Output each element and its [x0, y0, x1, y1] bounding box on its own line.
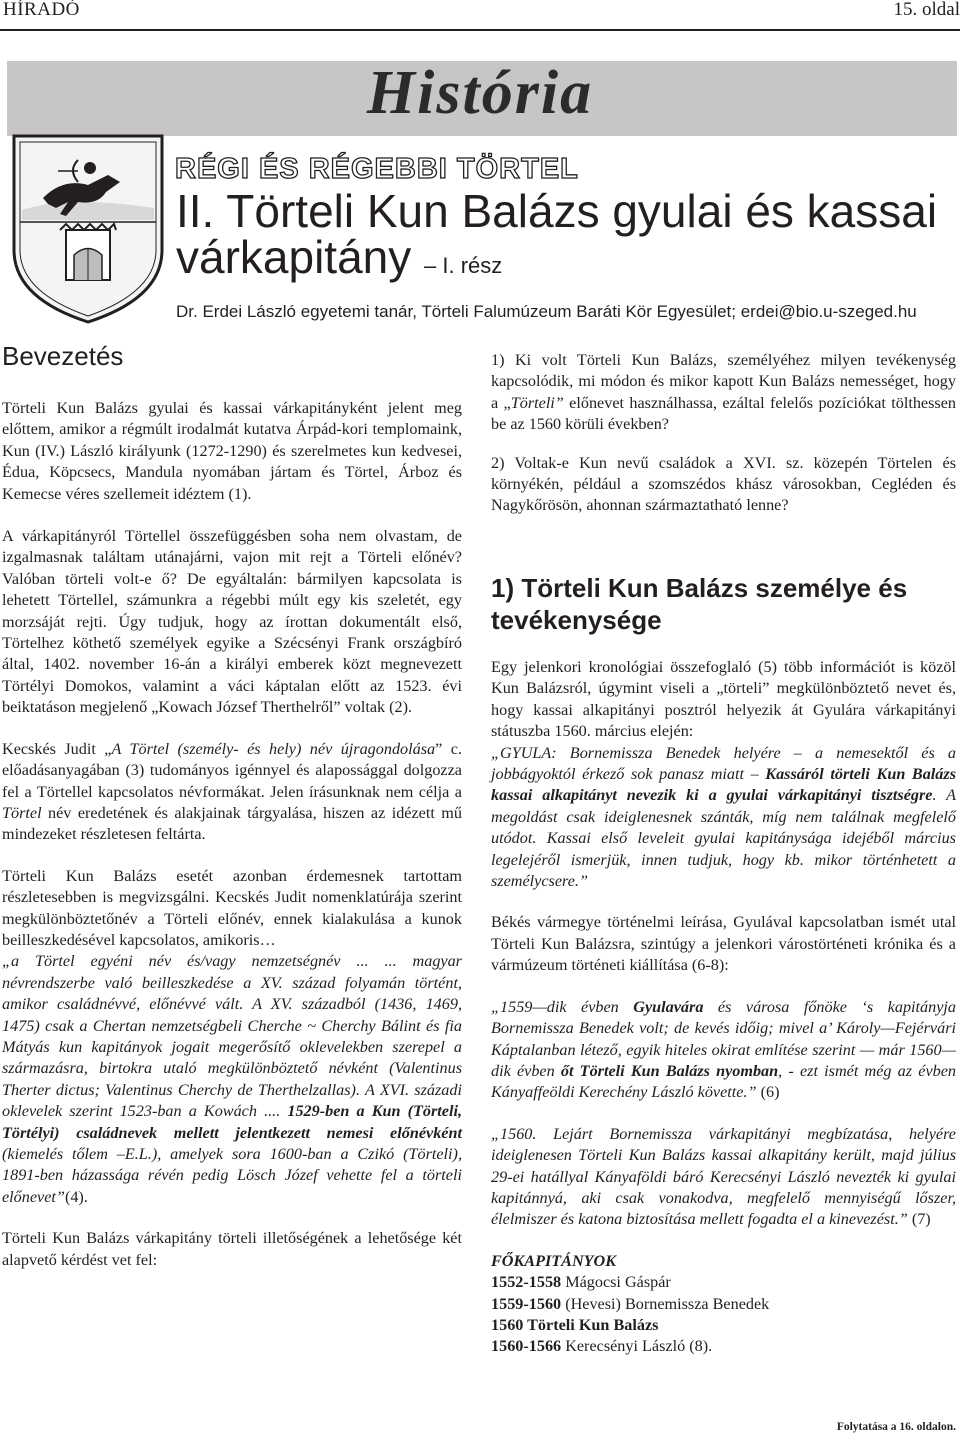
- text-run-italic: , - ezt ismét még az évben Kányaffeöldi Kerechény László követte.”: [491, 1061, 956, 1102]
- page-number: 15. oldal: [893, 0, 960, 20]
- text-run: Kecskés Judit „: [2, 739, 112, 758]
- intro-paragraph-1: Törteli Kun Balázs gyulai és kassai várkapitányként jelent meg előttem, amikor a régmúlt irodalmát kutatva Árpád-kori templomaink, Kun (IV.) László királyunk (1272-1290) és szerelmetes kun kedvesei, Édua, Köpcsecs, Mandula nyomában jártam és Törtel, Árboz és Kemecse véres szellemeit idéztem (1).: [2, 399, 462, 503]
- commander-name: Mágocsi Gáspár: [561, 1273, 671, 1292]
- text-run-bold-italic: Kassáról törteli Kun Balázs kassai alkapitányt nevezik ki a gyulai várkapitányi tisztségre: [491, 765, 956, 805]
- coat-of-arms-icon: [8, 130, 168, 326]
- article-title-part: – I. rész: [424, 253, 503, 278]
- text-run-italic: „GYULA: Bornemissza Benedek helyére – a nemesektől és a jobbágyoktól érkező sok panasz miatt –: [491, 743, 956, 784]
- commander-row: [491, 1336, 956, 1357]
- person-quote-1: [491, 743, 956, 893]
- publication-name: HÍRADÓ: [3, 0, 80, 20]
- text-run: 1) Ki volt Törteli Kun Balázs, személyéhez milyen tevékenység kapcsolódik, mi módon és mikor kapott Kun Balázs nemességet, hogy a „: [491, 351, 956, 412]
- intro-paragraph-2: A várkapitányról Törtellel összefüggésben soha nem olvastam, de izgalmasnak találtam utánajárni, vajon mit rejt a Törteli előnév? Valóban törteli volt-e ő? De egyáltalán: bármilyen kapcsolata is lehetett Törtellel, számunkra a régebbi múlt egy kis szeletét, egy morzsáját rejti. Úgy tudjuk, hogy az írottan dokumentált első, Törtelhez köthető személyek egyike a Szécsényi Frank országbíró által, 1402. november 16-án a királyi emberek közt megnevezett Törtélyi Domokos, valamint a váci káptalan előtt az 1523. évi beiktatáson megjelenő „Kowach József Therthelről” voltak (2).: [2, 527, 462, 717]
- section-heading-intro: Bevezetés: [2, 341, 124, 371]
- text-run-bold-italic: őt Törteli Kun Balázs nyomban: [560, 1061, 779, 1080]
- text-run: (6): [756, 1083, 780, 1102]
- continued-note: Folytatása a 16. oldalon.: [836, 1421, 956, 1433]
- text-run: ” c. előadásanyagában (3) tudományos igénnyel és alapossággal dolgozza fel a Törtellel kapcsolatos névformákat. Jelen írásunknak nem célja a: [2, 739, 462, 801]
- question-2: 2) Voltak-e Kun nevű családok a XVI. sz. közepén Törtelen és környékén, például a szomszédos khász városokban, Cegléden és Nagykőrösön, ahonnan származtatható lenne?: [491, 453, 956, 515]
- article-kicker: RÉGI ÉS RÉGEBBI TÖRTEL: [175, 153, 579, 185]
- commander-name: Kerecsényi László (8).: [561, 1337, 713, 1356]
- intro-paragraph-4: Törteli Kun Balázs esetét azonban érdemesnek tartottam részletesebben is megvizsgálni. Kecskés Judit nomenklatúrája szerint megkülönböztetőnév a Törteli előnév, ennek kialakulása a kunok beilleszkedésével kapcsolatos, amikoris…: [2, 866, 462, 949]
- person-quote-2: [491, 997, 956, 1104]
- text-run-italic: Törtel: [2, 803, 42, 822]
- text-run-bold-italic: Gyulavára: [633, 997, 704, 1016]
- commander-years: 1559-1560: [491, 1294, 562, 1313]
- person-paragraph-2: Békés vármegye történelmi leírása, Gyulával kapcsolatban ismét utal Törteli Kun Balázsra, szintúgy a jelenkori várostörténeti krónika és a vármúzeum történeti kiállítása (6-8):: [491, 913, 956, 975]
- section-heading-person: 1) Törteli Kun Balázs személye és tevékenysége: [491, 573, 908, 635]
- intro-paragraph-3: [2, 739, 462, 846]
- commander-row: [491, 1272, 956, 1293]
- text-run-bold-italic: 1529-ben a Kun (Törteli, Törtélyi) családnevek mellett jelentkezett nemesi előnévként: [2, 1102, 462, 1142]
- text-run: név eredetének és alakjainak tárgyalása, hiszen az idézett mű mindezeket részletesen feltárta.: [2, 803, 462, 844]
- left-column: [2, 398, 462, 1271]
- section-banner-title: História: [366, 59, 594, 127]
- text-run-italic: A Törtel (személy- és hely) név újragondolása: [111, 739, 436, 758]
- intro-quote: [2, 951, 462, 1208]
- commander-years: 1552-1558: [491, 1273, 562, 1292]
- article-title-main: II. Törteli Kun Balázs gyulai és kassai várkapitány: [176, 185, 938, 283]
- header-rule: [0, 29, 960, 31]
- text-run-italic: . A megoldást csak ideiglenesnek szánták, míg nem találnak megfelelő utódot. Kassai első leveleit gyulai kapitánysága idejéből március legelejéről ismerjük, innen tudjuk, hogy kb. mikor történhetett a személycsere.”: [491, 786, 956, 891]
- text-run-italic: „a Törtel egyéni név és/vagy nemzetségnév ... ... magyar névrendszerbe való beilleszkedése a XV. század folyamán történt, amikor családnévvé, előnévvé vált. A XV. századból (1436, 1469, 1475) csak a Chertan nemzetségbeli Cherche ~ Cherchy Bálint és fia Mátyás kun kapitányok jogait megerősítő oklevelekben szerepel a származásra, birtokra utaló megkülönböztető névként (Valentinus Therter dictus; Valentinus Cherchy de Therthelzallas). A XVI. századi oklevelek szerint 1523-ban a Kowách ....: [2, 952, 462, 1121]
- commander-years: 1560 Törteli Kun Balázs: [491, 1315, 659, 1334]
- article-title: [176, 185, 960, 289]
- text-run: (7): [907, 1210, 931, 1229]
- text-run-italic: „1559—dik évben: [491, 997, 634, 1016]
- text-run: előnevet használhassa, ezáltal felelős pozíciókat tölthessen be az 1560 körüli években?: [491, 393, 956, 434]
- text-run-italic: Törteli”: [510, 393, 564, 412]
- text-run: (4).: [64, 1187, 88, 1206]
- commander-row: [491, 1294, 956, 1315]
- commander-name: (Hevesi) Bornemissza Benedek: [561, 1294, 770, 1313]
- commander-years: 1560-1566: [491, 1337, 562, 1356]
- right-column-questions: [491, 350, 956, 517]
- commander-row: [491, 1315, 956, 1336]
- intro-paragraph-5: Törteli Kun Balázs várkapitány törteli illetőségének a lehetősége két alapvető kérdést vet fel:: [2, 1229, 462, 1269]
- right-column: [491, 657, 956, 1358]
- question-1: [491, 350, 956, 436]
- text-run-italic: „1560. Lejárt Bornemissza várkapitányi megbízatása, helyére ideiglenesen Törteli Kun Balázs kassai alkapitány került, majd július 29-ei hatállyal Kányaföldi báró Kerecsényi László nevezték ki gyulai kapitánnyá, aki csak vonakodva, megfelelő mennyiségű lőszer, élelmiszer és katona biztosítása mellett fogadta el a kinevezést.”: [491, 1124, 956, 1229]
- person-quote-3: [491, 1124, 956, 1231]
- text-run-italic: (kiemelés tőlem –E.L.), amelyek sora 1600-ban a Czikó (Törteli), 1891-ben házassága révén pedig Lösch Józef vehette fel a törteli előnevet”: [2, 1145, 462, 1206]
- text-run-italic: és városa főnöke ‘s kapitányja Bornemissza Benedek volt; de kevés időig; mivel a’ Károly—Fejérvári Káptalanban létező, egyik hiteles okirat említése szerint — már 1560—dik évben: [491, 997, 956, 1080]
- article-byline: Dr. Erdei László egyetemi tanár, Törteli Falumúzeum Baráti Kör Egyesület; erdei@bio.u-szeged.hu: [176, 302, 917, 321]
- person-paragraph-1: Egy jelenkori kronológiai összefoglaló (5) több információt is közöl Kun Balázsról, úgymint viseli a „törteli” megkülönböztető nevet és, hogy kassai alkapitányi posztról helyezik át Gyulára várkapitányi státuszba 1560. március elején:: [491, 658, 956, 741]
- commanders-title: FŐKAPITÁNYOK: [491, 1251, 617, 1270]
